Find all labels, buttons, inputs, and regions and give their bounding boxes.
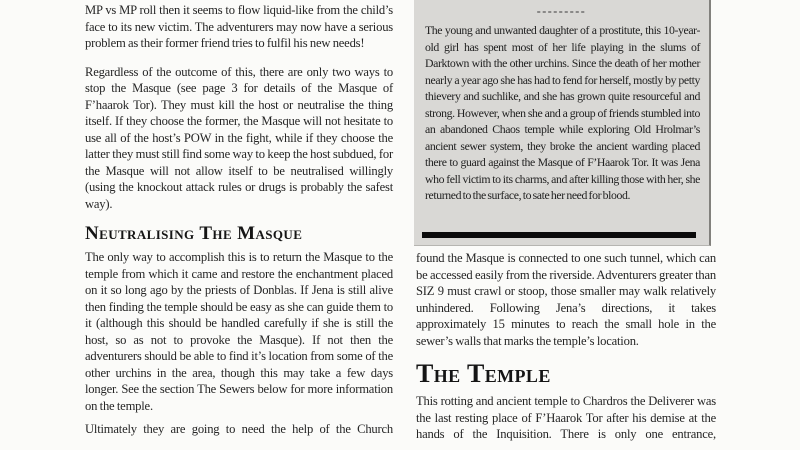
section-heading-the-temple: The Temple <box>416 359 551 388</box>
paragraph-sewer-tunnel: found the Masque is connected to one such tunnel, which can be accessed easily from the riverside. Adventurers greater than SIZ 9 must crawl or stoop, those smaller may walk relatively unhindered. Following Jena’s directions, it takes approximately 15 minutes to reach the small hole in the sewer’s walls that marks the temple’s location. <box>416 251 716 348</box>
section-heading-neutralising-the-masque: Neutralising The Masque <box>85 223 303 244</box>
paragraph-masque-transfer: MP vs MP roll then it seems to flow liquid-like from the child’s face to its new victim. The adventurers may now have a serious problem as their former friend tries to fulfil his new needs! <box>85 3 393 50</box>
right-text-column <box>416 250 716 450</box>
sidebar-bottom-rule <box>422 232 696 238</box>
jena-background-sidebar-box <box>414 0 711 246</box>
paragraph-church-help-clipped: Ultimately they are going to need the help of the Church <box>85 422 393 436</box>
sidebar-divider-dashes: --------- <box>536 4 587 18</box>
paragraph-stopping-the-masque: Regardless of the outcome of this, there are only two ways to stop the Masque (see page 3 for details of the Masque of F’haarok Tor). They must kill the host or neutralise the thing itself. If they choose the former, the Masque will not hesitate to use all of the host’s POW in the fight, while if they choose the latter they must still find some way to keep the host subdued, for the Masque will not allow itself to be neutralised willingly (using the knockout attack rules or drugs is probably the safest way). <box>85 64 393 211</box>
paragraph-return-to-temple: The only way to accomplish this is to return the Masque to the temple from which it came and restore the enchantment placed on it so long ago by the priests of Donblas. If Jena is still alive then finding the temple should be easy as she can guide them to it (although this should be handled carefully if she is still the host, so as not to provoke the Masque). If not then the adventurers should be able to find it’s location from some of the other urchins in the area, though this may take a few days longer. See the section The Sewers below for more information on the temple. <box>85 250 393 413</box>
left-text-column <box>85 2 393 450</box>
paragraph-temple-description-clipped: This rotting and ancient temple to Chardros the Deliverer was the last resting place of F’Haarok Tor after his demise at the hands of the Inquisition. There is only one entrance, <box>416 394 716 441</box>
sidebar-jena-description: The young and unwanted daughter of a prostitute, this 10-year-old girl has spent most of her life playing in the slums of Darktown with the other urchins. Since the death of her mother nearly a year ago she has had to fend for herself, mostly by petty thievery and suchlike, and she has grown quite resourceful and strong. However, when she and a group of friends stumbled into an abandoned Chaos temple while exploring Old Hrolmar’s ancient sewer system, they broke the ancient warding placed there to guard against the Masque of F’Haarok Tor. It was Jena who fell victim to its charms, and after killing those with her, she returned to the surface, to sate her need for blood. <box>425 23 700 202</box>
